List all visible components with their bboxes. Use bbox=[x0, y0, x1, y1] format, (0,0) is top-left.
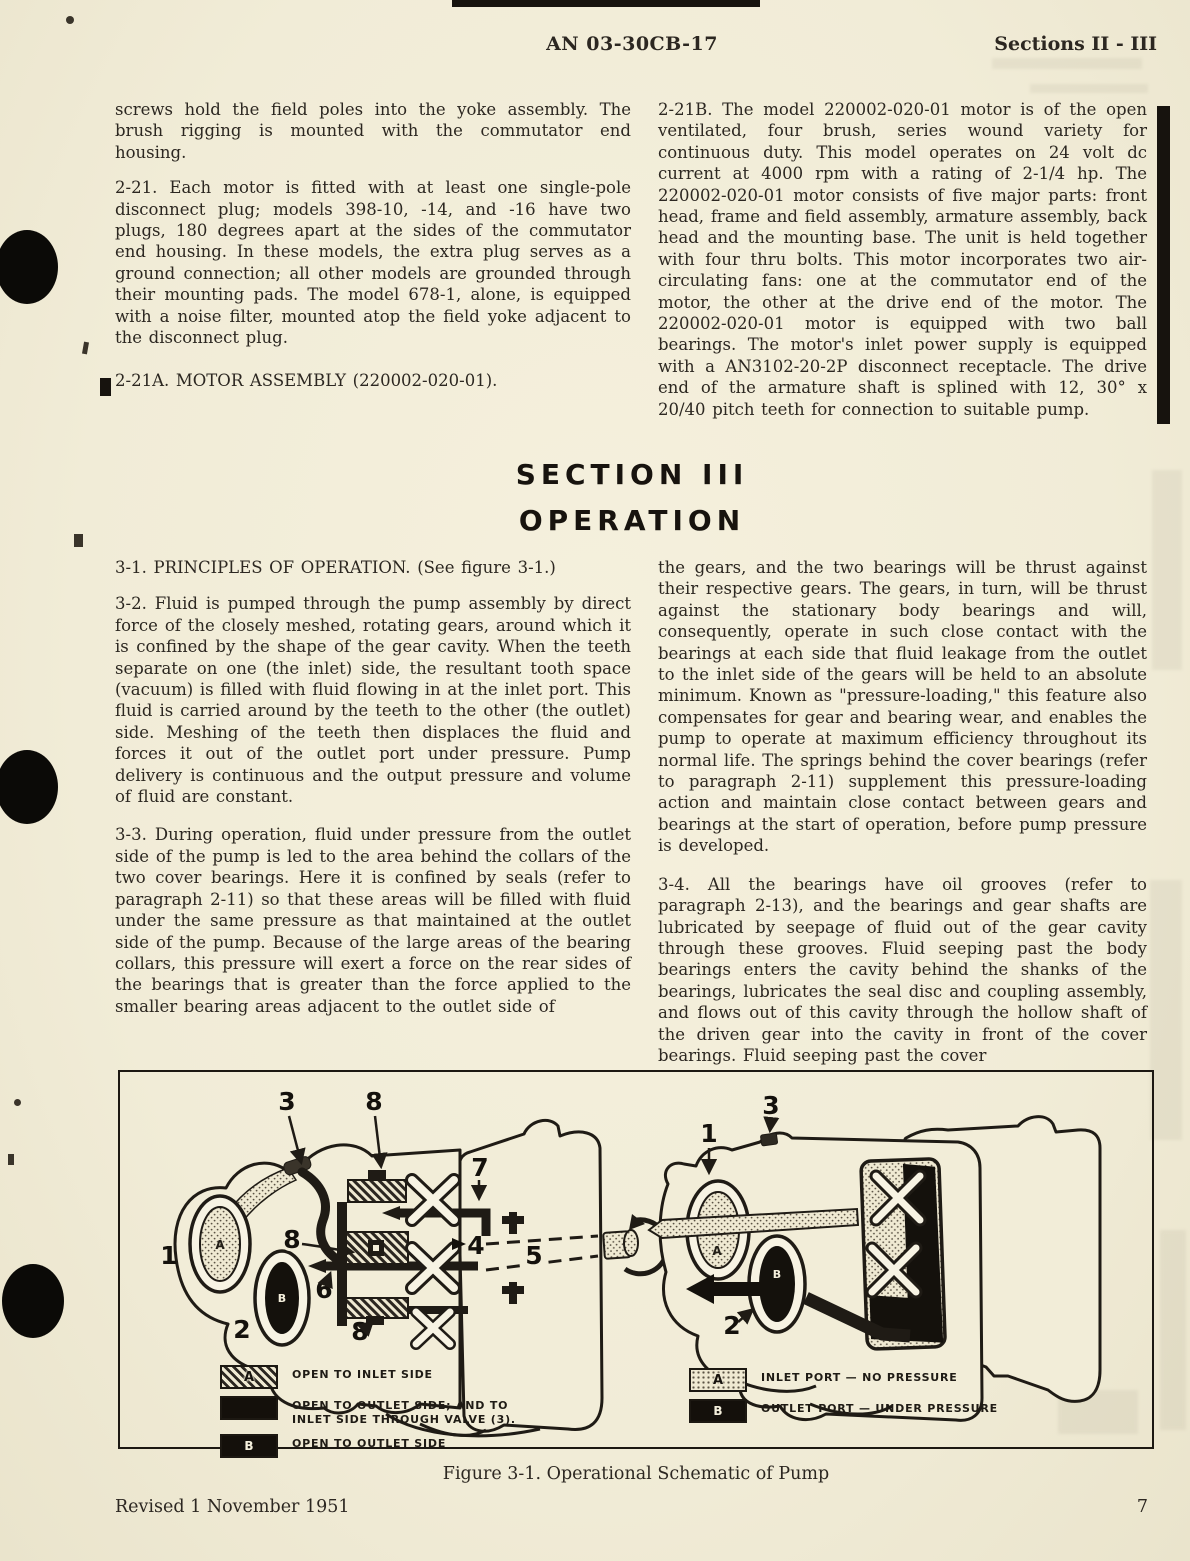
paragraph-3-2: 3-2. Fluid is pumped through the pump assembly by direct force of the closely meshed, rotating gears, around which it is confined by the shape of the gear cavity. When the teeth separate on one (the inlet) side, the resultant tooth space (vacuum) is filled with fluid flowing in at the inlet port. This fluid is carried around by the teeth to the other (the outlet) side. Meshing of the teeth then displaces the fluid and forces it out of the outlet port under pressure. Pump delivery is continuous and the output pressure and volume of fluid are constant. bbox=[115, 594, 631, 807]
legend-label: OUTLET PORT — UNDER PRESSURE bbox=[761, 1402, 998, 1415]
header-section-label: Sections II - III bbox=[994, 33, 1157, 55]
legend-label: OPEN TO INLET SIDE bbox=[292, 1368, 433, 1381]
callout-3: 3 bbox=[278, 1087, 296, 1116]
paragraph-continuation-3-3: the gears, and the two bearings will be thrust against their respective gears. The gears, in turn, will be thrust against the stationary body bearings and will, consequently, operate in such close contact with the bearings at each side that fluid leakage from the outlet to the inlet side of the gears will be held to an absolute minimum. Known as "pressure-loading," this feature also compensates for gear and bearing wear, and enables the pump to operate at maximum efficiency throughout its normal life. The springs behind the cover bearings (refer to paragraph 2-11) supplement this pressure-loading action and maintain close contact between gears and bearings at the start of operation, before pump pressure is developed. bbox=[658, 558, 1147, 856]
column-right-operation bbox=[658, 557, 1147, 1080]
legend-item bbox=[220, 1434, 540, 1458]
legend-swatch-outlet-port: B bbox=[689, 1399, 747, 1423]
legend-swatch-inlet-port: A bbox=[689, 1368, 747, 1392]
callout-5: 5 bbox=[525, 1241, 543, 1270]
legend-swatch-outlet: B bbox=[220, 1434, 278, 1458]
figure-caption: Figure 3-1. Operational Schematic of Pump bbox=[442, 1464, 830, 1484]
callout-8-top: 8 bbox=[365, 1087, 383, 1116]
legend-item bbox=[220, 1365, 540, 1389]
change-flag bbox=[100, 378, 111, 396]
cover-bearing-bottom bbox=[346, 1298, 408, 1318]
callout-8-bottom: 8 bbox=[351, 1317, 369, 1346]
callout-2: 2 bbox=[723, 1311, 741, 1340]
bleed-through bbox=[1150, 880, 1182, 1140]
port-letter-b: B bbox=[277, 1292, 287, 1305]
section-title: SECTION III bbox=[515, 458, 749, 491]
bleed-through bbox=[1030, 84, 1148, 93]
relief-valve bbox=[760, 1133, 777, 1146]
legend-label: OPEN TO OUTLET SIDE; AND TO INLET SIDE THROUGH VALVE (3). bbox=[292, 1399, 516, 1426]
legend-right bbox=[689, 1368, 1019, 1430]
callout-1: 1 bbox=[700, 1119, 718, 1148]
column-right-top bbox=[658, 99, 1147, 434]
cover-bearing-top bbox=[348, 1180, 406, 1202]
page-number: 7 bbox=[1136, 1497, 1148, 1517]
ink-speck bbox=[82, 342, 89, 355]
section-heading bbox=[74, 452, 1190, 544]
port-letter-a: A bbox=[215, 1238, 225, 1252]
callout-4: 4 bbox=[467, 1231, 485, 1260]
paragraph-continuation: screws hold the field poles into the yoke assembly. The brush rigging is mounted with the commutator end housing. bbox=[115, 100, 631, 162]
paragraph-3-3: 3-3. During operation, fluid under pressure from the outlet side of the pump is led to the area behind the collars of the two cover bearings. Here it is confined by seals (refer to paragraph 2-11) so that these areas will be filled with fluid under the same pressure as that maintained at the outlet side of the pump. Because of the large areas of the bearing collars, this pressure will exert a force on the rear sides of the bearings that is greater than the force applied to the smaller bearing areas adjacent to the outlet side of bbox=[115, 825, 631, 1016]
legend-swatch-outlet-valve bbox=[220, 1396, 278, 1420]
callout-3: 3 bbox=[762, 1091, 780, 1120]
legend-item bbox=[220, 1396, 540, 1427]
punch-hole bbox=[2, 1264, 64, 1338]
legend-label: OPEN TO OUTLET SIDE bbox=[292, 1437, 447, 1450]
callout-6: 6 bbox=[315, 1275, 333, 1304]
ink-speck bbox=[66, 16, 74, 24]
callout-8-middle: 8 bbox=[283, 1225, 301, 1254]
legend-item bbox=[689, 1399, 1019, 1423]
bleed-through bbox=[992, 58, 1142, 69]
legend-swatch-inlet: A bbox=[220, 1365, 278, 1389]
section-subtitle: OPERATION bbox=[518, 504, 746, 537]
legend-item bbox=[689, 1368, 1019, 1392]
port-letter-a: A bbox=[712, 1244, 722, 1258]
figure-3-1 bbox=[118, 1070, 1154, 1453]
column-left-top bbox=[115, 99, 631, 406]
legend-left bbox=[220, 1365, 540, 1465]
bleed-through bbox=[1160, 1230, 1186, 1430]
callout-2: 2 bbox=[233, 1315, 251, 1344]
document-number: AN 03-30CB-17 bbox=[546, 33, 718, 55]
paragraph-2-21: 2-21. Each motor is fitted with at least one single-pole disconnect plug; models 398-10, -14, and -16 have two plugs, 180 degrees apart at the sides of the commutator end housing. In these models, the extra plug serves as a ground connection; all other models are grounded through their mounting pads. The model 678-1, alone, is equipped with a noise filter, mounted atop the field yoke adjacent to the disconnect plug. bbox=[115, 178, 631, 348]
punch-hole bbox=[0, 230, 58, 304]
punch-hole bbox=[0, 750, 58, 824]
heading-3-1: 3-1. PRINCIPLES OF OPERATION. (See figure 3-1.) bbox=[115, 558, 556, 577]
change-bar bbox=[1157, 106, 1170, 424]
legend-label: INLET PORT — NO PRESSURE bbox=[761, 1371, 958, 1384]
heading-2-21a: 2-21A. MOTOR ASSEMBLY (220002-020-01). bbox=[115, 371, 498, 391]
scan-edge-bar bbox=[452, 0, 760, 7]
callout-1: 1 bbox=[160, 1241, 178, 1270]
paragraph-2-21b: 2-21B. The model 220002-020-01 motor is of the open ventilated, four brush, series wound variety for continuous duty. This model operates on 24 volt dc current at 4000 rpm with a rating of 2-1/4 hp. The 220002-020-01 motor consists of five major parts: front head, frame and field assembly, armature assembly, back head and the mounting base. The unit is held together with four thru bolts. This motor incorporates two air-circulating fans: one at the commutator end of the motor, the other at the drive end of the motor. The 220002-020-01 motor is equipped with two ball bearings. The motor's inlet power supply is equipped with a AN3102-20-2P disconnect receptacle. The drive end of the armature shaft is splined with 12, 30° x 20/40 pitch teeth for connection to suitable pump. bbox=[658, 100, 1147, 419]
callout-7: 7 bbox=[471, 1153, 489, 1182]
ink-speck bbox=[14, 1099, 21, 1106]
revision-note: Revised 1 November 1951 bbox=[115, 1497, 350, 1517]
ink-speck bbox=[8, 1154, 14, 1165]
column-left-operation bbox=[115, 557, 631, 1031]
paragraph-3-4: 3-4. All the bearings have oil grooves (refer to paragraph 2-13), and the bearings and gear shafts are lubricated by seepage of fluid out of the gear cavity through these grooves. Fluid seeping past the body bearings enters the cavity behind the shanks of the bearings, lubricates the seal disc and coupling assembly, and flows out of this cavity through the hollow shaft of the driven gear into the cavity in front of the cover bearings. Fluid seeping past the cover bbox=[658, 874, 1147, 1065]
port-letter-b: B bbox=[772, 1268, 782, 1281]
